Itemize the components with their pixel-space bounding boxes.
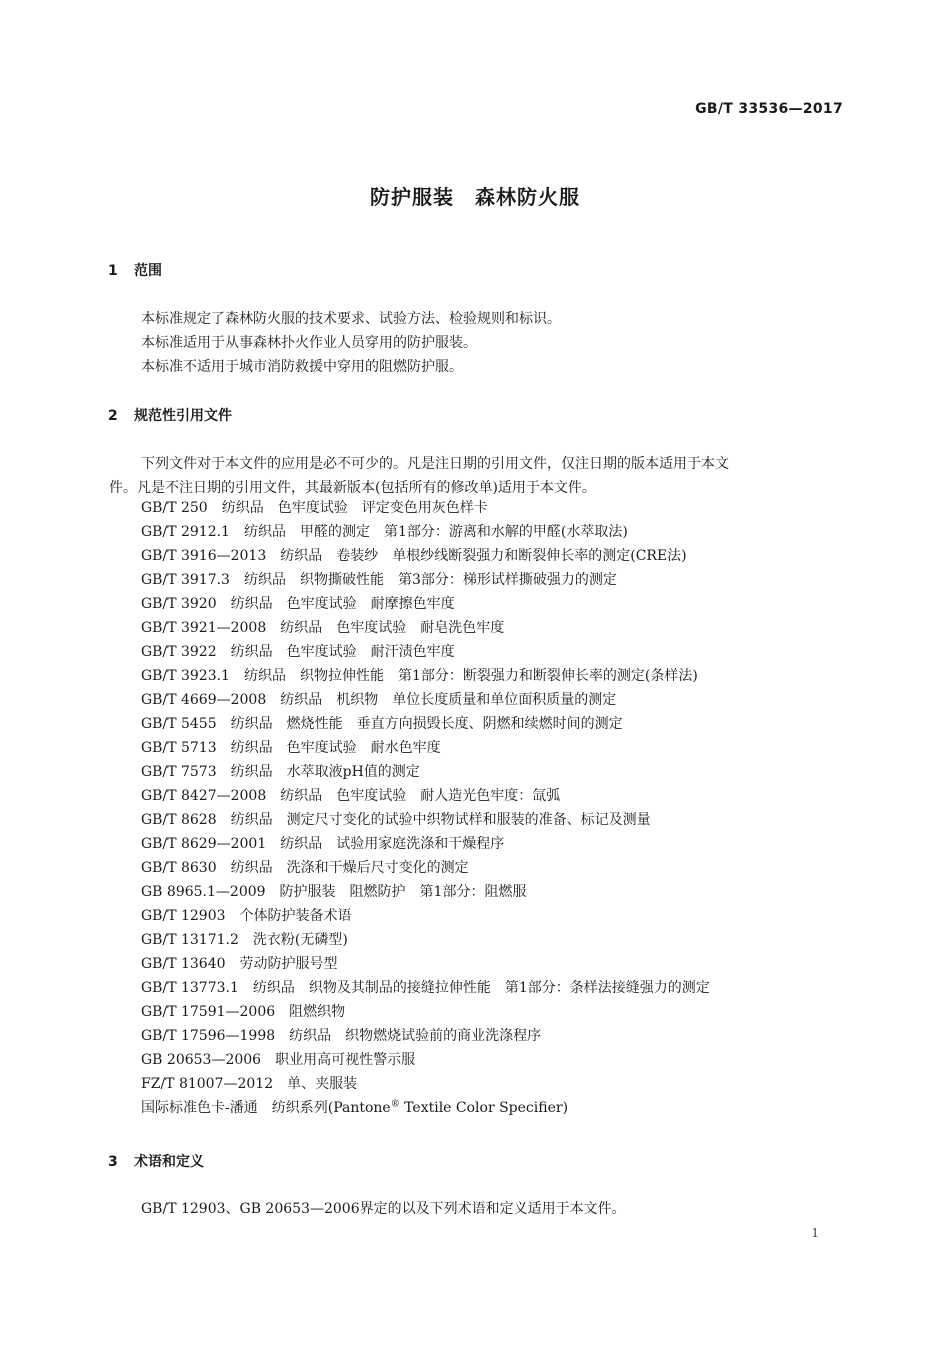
- reference-item: FZ/T 81007—2012 单、夹服装: [141, 1076, 358, 1092]
- section-3-heading: [108, 1151, 204, 1171]
- section-2-intro: [109, 452, 844, 500]
- paragraph: 本标准不适用于城市消防救援中穿用的阻燃防护服。: [141, 359, 463, 375]
- reference-item: GB/T 3921—2008 纺织品 色牢度试验 耐皂洗色牢度: [141, 620, 505, 636]
- reference-item: GB/T 3920 纺织品 色牢度试验 耐摩擦色牢度: [141, 596, 455, 612]
- reference-item: GB/T 8628 纺织品 测定尺寸变化的试验中织物试样和服装的准备、标记及测量: [141, 812, 651, 828]
- reference-item: GB/T 3923.1 纺织品 织物拉伸性能 第1部分：断裂强力和断裂伸长率的测定(条样法): [141, 668, 698, 684]
- reference-item: GB/T 2912.1 纺织品 甲醛的测定 第1部分：游离和水解的甲醛(水萃取法): [141, 524, 628, 540]
- section-number: 2: [108, 408, 118, 424]
- reference-item: GB/T 17596—1998 纺织品 织物燃烧试验前的商业洗涤程序: [141, 1028, 542, 1044]
- reference-item: GB 20653—2006 职业用高可视性警示服: [141, 1052, 416, 1068]
- section-1-heading: [108, 260, 162, 280]
- section-3-body: [109, 1197, 844, 1221]
- reference-item: GB/T 8630 纺织品 洗涤和干燥后尺寸变化的测定: [141, 860, 469, 876]
- paragraph: 本标准规定了森林防火服的技术要求、试验方法、检验规则和标识。: [141, 311, 561, 327]
- section-title: 术语和定义: [134, 1154, 204, 1170]
- reference-item: GB/T 13171.2 洗衣粉(无磷型): [141, 932, 348, 948]
- standard-code: GB/T 33536—2017: [695, 101, 843, 117]
- reference-item: GB/T 13640 劳动防护服号型: [141, 956, 338, 972]
- reference-item: GB/T 7573 纺织品 水萃取液pH值的测定: [141, 764, 420, 780]
- reference-item: GB/T 4669—2008 纺织品 机织物 单位长度质量和单位面积质量的测定: [141, 692, 617, 708]
- reference-item: GB/T 250 纺织品 色牢度试验 评定变色用灰色样卡: [141, 500, 488, 516]
- paragraph: GB/T 12903、GB 20653—2006界定的以及下列术语和定义适用于本文件。: [141, 1201, 626, 1217]
- paragraph-line: 件。凡是不注日期的引用文件，其最新版本(包括所有的修改单)适用于本文件。: [109, 480, 596, 496]
- page-number: 1: [811, 1226, 819, 1240]
- section-title: 范围: [134, 263, 162, 279]
- reference-item: GB/T 12903 个体防护装备术语: [141, 908, 352, 924]
- reference-item: GB 8965.1—2009 防护服装 阻燃防护 第1部分：阻燃服: [141, 884, 527, 900]
- reference-list: [141, 496, 710, 1120]
- reference-item: GB/T 3917.3 纺织品 织物撕破性能 第3部分：梯形试样撕破强力的测定: [141, 572, 617, 588]
- reference-text: 国际标准色卡-潘通 纺织系列(Pantone: [141, 1100, 391, 1116]
- reference-item: GB/T 5455 纺织品 燃烧性能 垂直方向损毁长度、阴燃和续燃时间的测定: [141, 716, 623, 732]
- paragraph-line: 下列文件对于本文件的应用是必不可少的。凡是注日期的引用文件，仅注日期的版本适用于本文: [141, 456, 729, 472]
- section-title: 规范性引用文件: [134, 408, 232, 424]
- reference-item: GB/T 3922 纺织品 色牢度试验 耐汗渍色牢度: [141, 644, 455, 660]
- reference-item: GB/T 8629—2001 纺织品 试验用家庭洗涤和干燥程序: [141, 836, 505, 852]
- section-number: 3: [108, 1154, 118, 1170]
- section-2-heading: [108, 405, 232, 425]
- reference-text: Textile Color Specifier): [399, 1100, 569, 1116]
- document-title: 防护服装 森林防火服: [370, 185, 580, 209]
- paragraph: 本标准适用于从事森林扑火作业人员穿用的防护服装。: [141, 335, 477, 351]
- reference-item: GB/T 17591—2006 阻燃织物: [141, 1004, 346, 1020]
- reference-item: GB/T 13773.1 纺织品 织物及其制品的接缝拉伸性能 第1部分：条样法接缝强力的测定: [141, 980, 710, 996]
- section-1-body: [109, 307, 844, 379]
- reference-item: GB/T 3916—2013 纺织品 卷装纱 单根纱线断裂强力和断裂伸长率的测定(CRE法): [141, 548, 687, 564]
- section-number: 1: [108, 263, 118, 279]
- registered-mark: ®: [390, 1099, 400, 1110]
- reference-item: GB/T 5713 纺织品 色牢度试验 耐水色牢度: [141, 740, 441, 756]
- reference-item-pantone: [141, 1096, 710, 1120]
- reference-item: GB/T 8427—2008 纺织品 色牢度试验 耐人造光色牢度：氙弧: [141, 788, 561, 804]
